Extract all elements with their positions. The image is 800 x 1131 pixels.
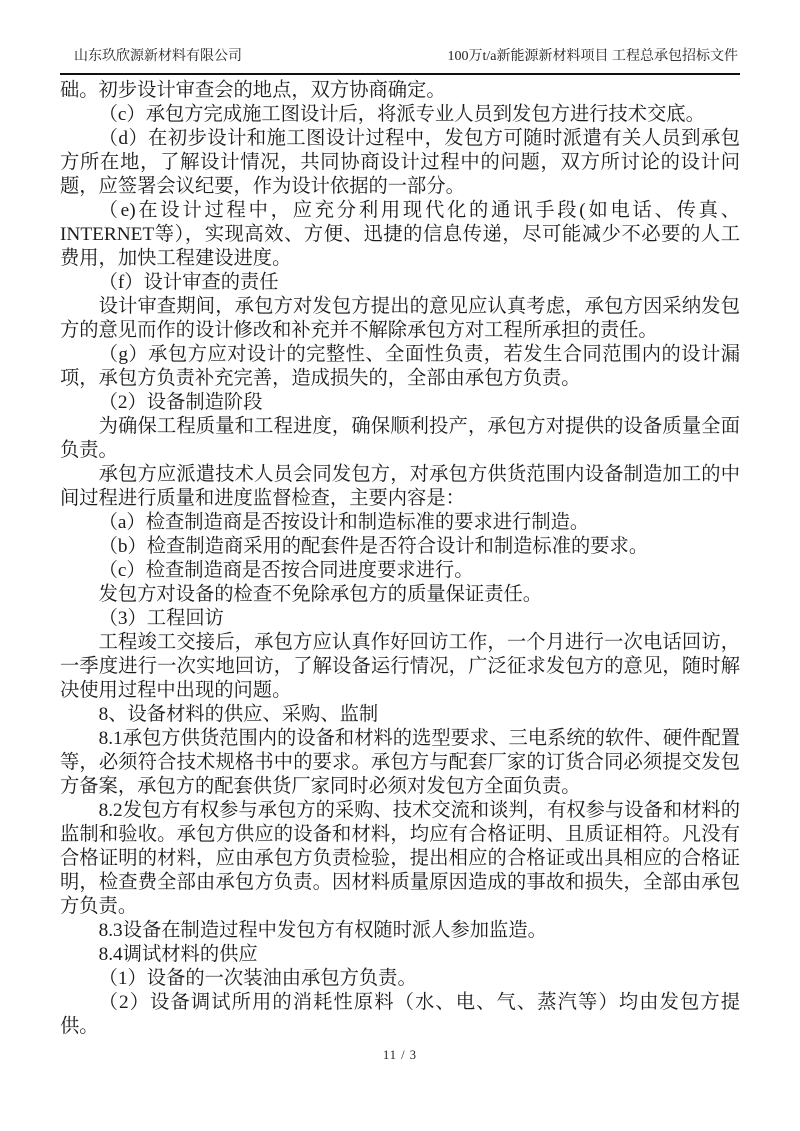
paragraph: 础。初步设计审查会的地点，双方协商确定。: [60, 80, 446, 101]
paragraph: （c）检查制造商是否按合同进度要求进行。: [98, 560, 474, 581]
paragraph: 8.1承包方供货范围内的设备和材料的选型要求、三电系统的软件、硬件配置等，必须符合技术规格书中的要求。承包方与配套厂家的订货合同必须提交发包方备案，承包方的配套供货厂家同时必须对发包方全面负责。: [60, 728, 740, 797]
paragraph: （2）设备制造阶段: [98, 392, 263, 413]
paragraph: （2）设备调试所用的消耗性原料（水、电、气、蒸汽等）均由发包方提供。: [60, 992, 740, 1037]
paragraph: （1）设备的一次装油由承包方负责。: [98, 968, 417, 989]
paragraph: 8.4调试材料的供应: [98, 944, 258, 965]
page-footer: [0, 1048, 800, 1063]
paragraph: （b）检查制造商采用的配套件是否符合设计和制造标准的要求。: [98, 536, 649, 557]
paragraph: 8.3设备在制造过程中发包方有权随时派人参加监造。: [98, 920, 547, 941]
paragraph: 设计审查期间，承包方对发包方提出的意见应认真考虑，承包方因采纳发包方的意见而作的设计修改和补充并不解除承包方对工程所承担的责任。: [60, 296, 740, 341]
paragraph: （g）承包方应对设计的完整性、全面性负责，若发生合同范围内的设计漏项，承包方负责补充完善，造成损失的，全部由承包方负责。: [60, 344, 740, 389]
paragraph: （f）设计审查的责任: [98, 272, 279, 293]
paragraph: （c）承包方完成施工图设计后，将派专业人员到发包方进行技术交底。: [98, 104, 705, 125]
paragraph: （e)在设计过程中，应充分利用现代化的通讯手段(如电话、传真、INTERNET等），实现高效、方便、迅捷的信息传递，尽可能减少不必要的人工费用，加快工程建设进度。: [60, 200, 740, 269]
paragraph: 8.2发包方有权参与承包方的采购、技术交流和谈判，有权参与设备和材料的监制和验收。承包方供应的设备和材料，均应有合格证明、且质证相符。凡没有合格证明的材料，应由承包方负责检验，提出相应的合格证或出具相应的合格证明，检查费全部由承包方负责。因材料质量原因造成的事故和损失，全部由承包方负责。: [60, 800, 740, 917]
paragraph: 承包方应派遣技术人员会同发包方，对承包方供货范围内设备制造加工的中间过程进行质量和进度监督检查，主要内容是：: [60, 464, 740, 509]
paragraph: （d）在初步设计和施工图设计过程中，发包方可随时派遣有关人员到承包方所在地，了解设计情况，共同协商设计过程中的问题，双方所讨论的设计问题，应签署会议纪要，作为设计依据的一部分。: [60, 128, 740, 197]
paragraph: 8、设备材料的供应、采购、监制: [98, 704, 379, 725]
paragraph: （a）检查制造商是否按设计和制造标准的要求进行制造。: [98, 512, 590, 533]
paragraph: 为确保工程质量和工程进度，确保顺利投产，承包方对提供的设备质量全面负责。: [60, 416, 740, 461]
paragraph: 发包方对设备的检查不免除承包方的质量保证责任。: [98, 584, 543, 605]
document-body: [60, 79, 740, 1039]
paragraph: 工程竣工交接后，承包方应认真作好回访工作，一个月进行一次电话回访，一季度进行一次实地回访，了解设备运行情况，广泛征求发包方的意见，随时解决使用过程中出现的问题。: [60, 632, 740, 701]
paragraph: （3）工程回访: [98, 608, 224, 629]
header-doc-title: 100万t/a新能源新材料项目 工程总承包招标文件: [447, 49, 738, 64]
header-company: 山东玖欣源新材料有限公司: [74, 49, 242, 64]
page-number: 11 / 3: [382, 1048, 417, 1062]
page-header: [60, 48, 740, 75]
